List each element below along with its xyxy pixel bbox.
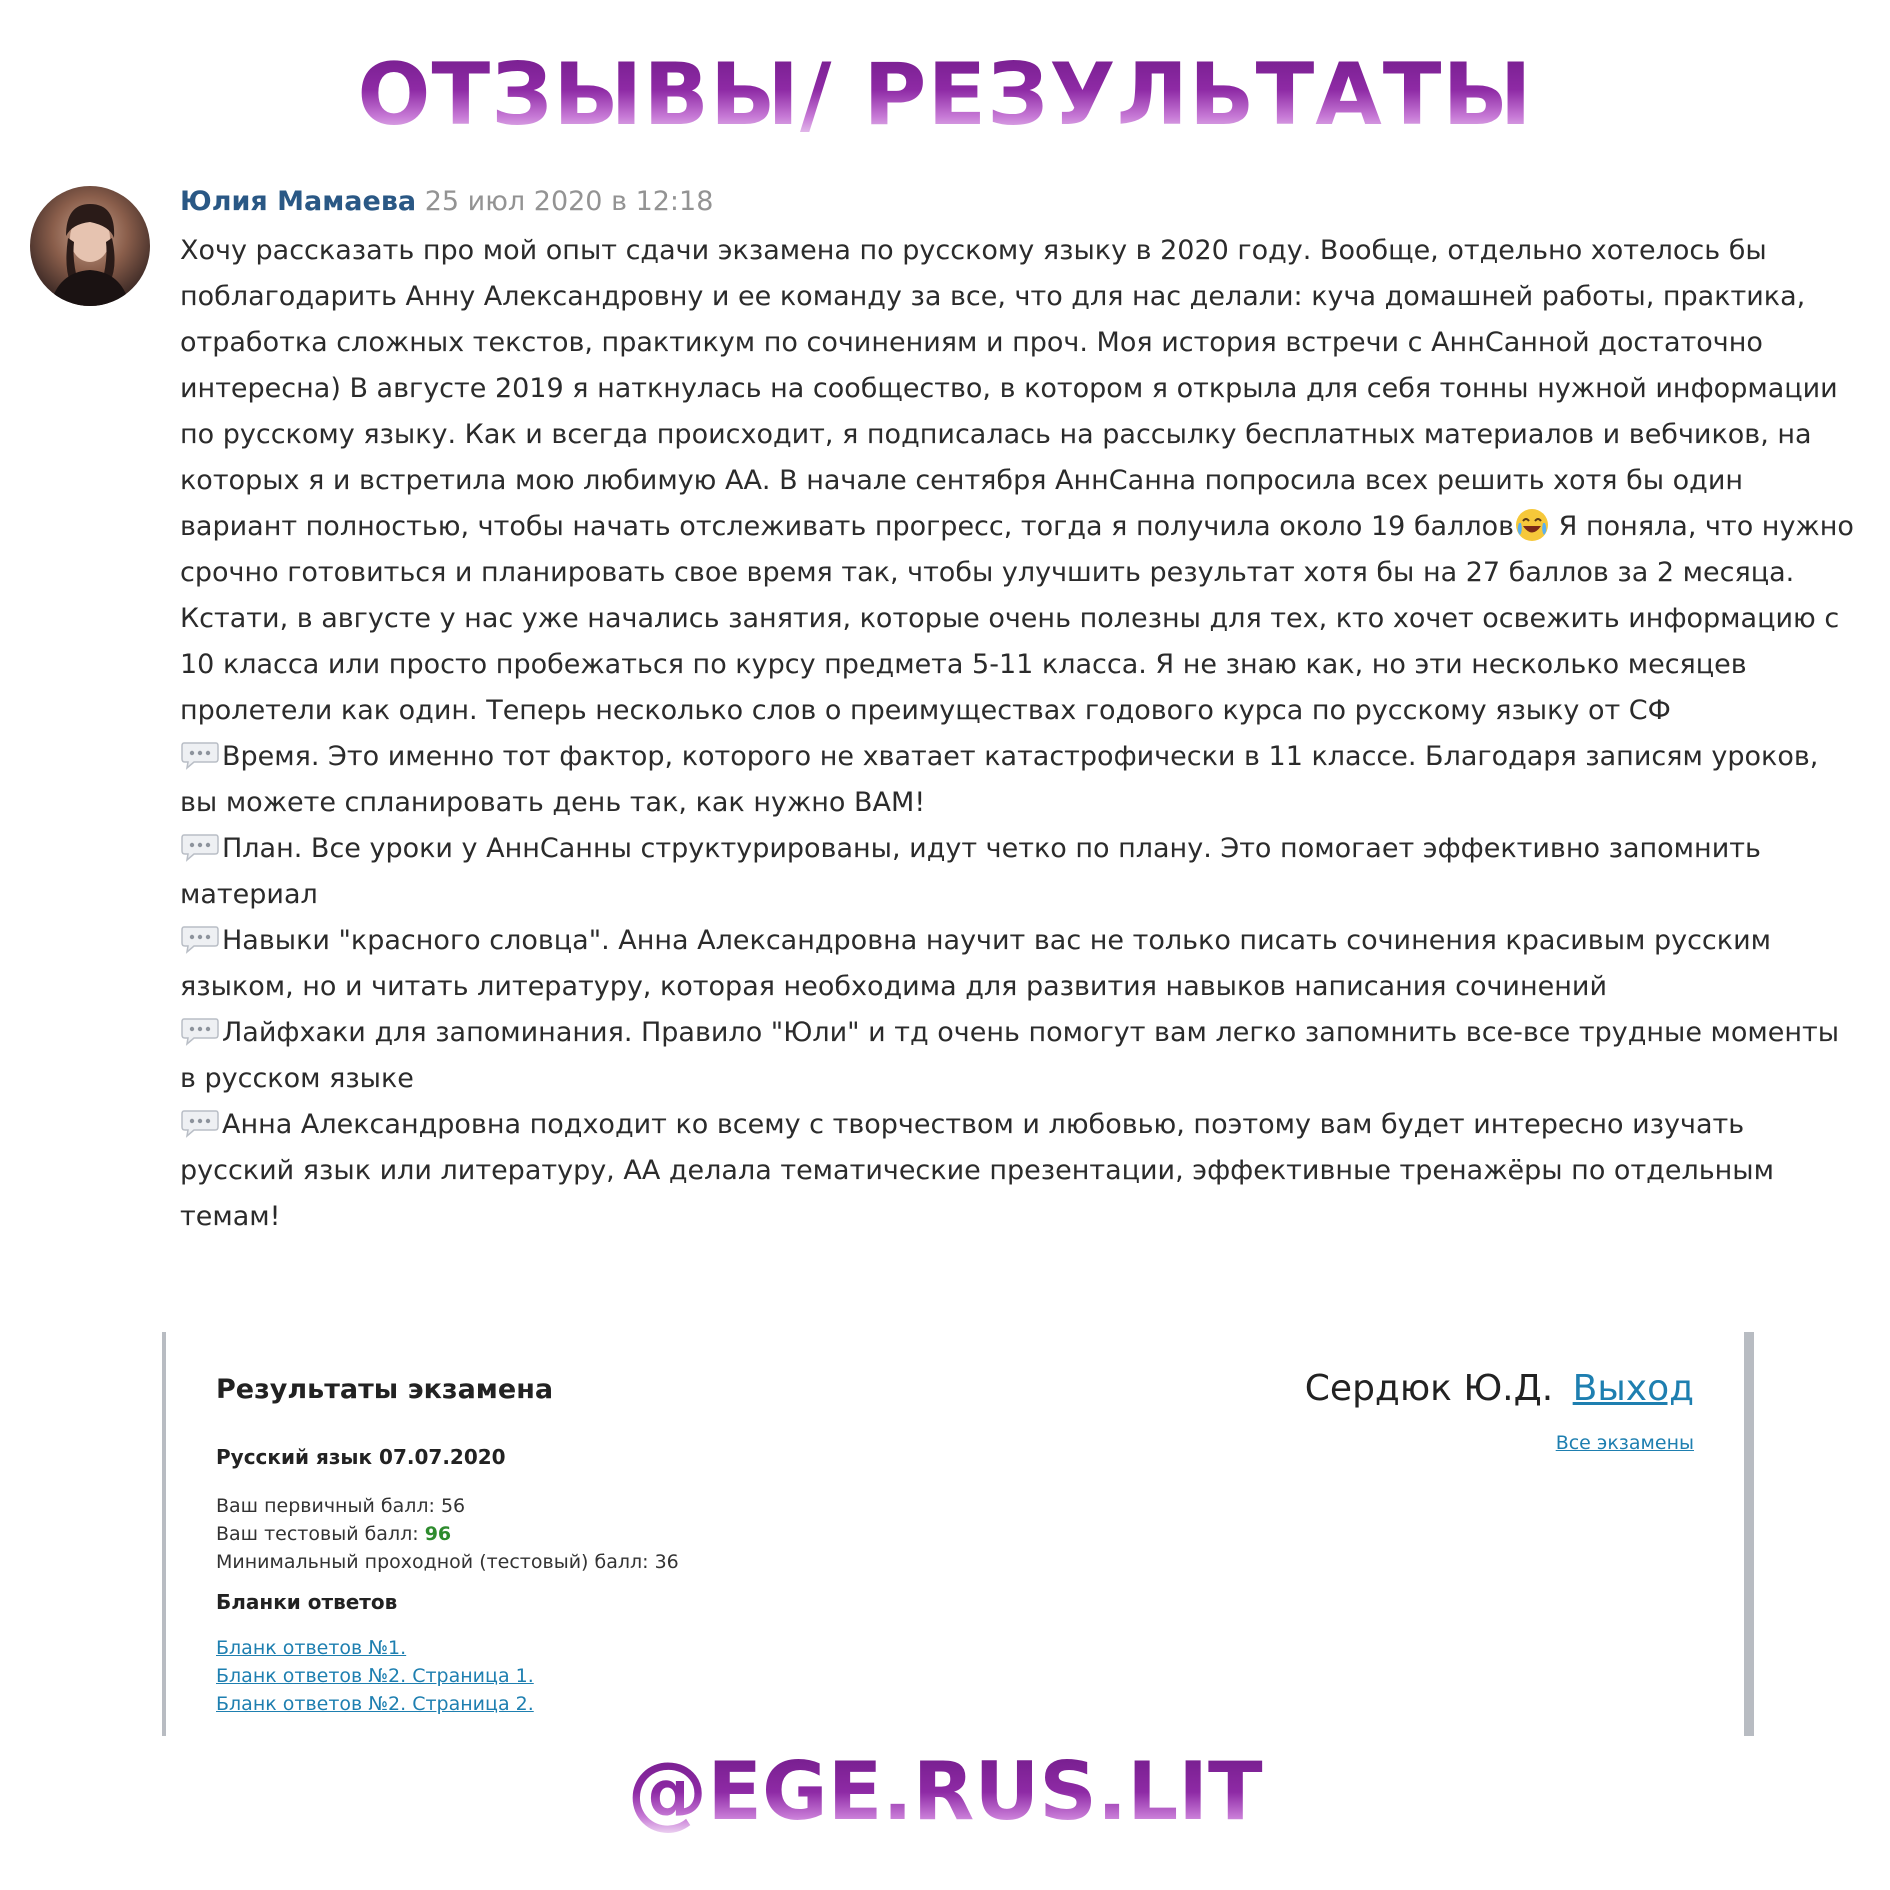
- review-point: [180, 1102, 1860, 1240]
- user-name: Сердюк Ю.Д.: [1304, 1368, 1554, 1409]
- review-intro-cont: Я поняла, что нужно срочно готовиться и планировать свое время так, чтобы улучшить результат хотя бы на 27 баллов за 2 месяца. Кстати, в августе у нас уже начались занятия, которые очень полезны для тех, кто хочет освежить информацию с 10 класса или просто пробежаться по курсу предмета 5-11 класса. Я не знаю как, но эти несколько месяцев пролетели как один. Теперь несколько слов о преимуществах годового курса по русскому языку от СФ: [180, 511, 1854, 726]
- scores-list: [216, 1492, 679, 1576]
- review-intro-text: Хочу рассказать про мой опыт сдачи экзамена по русскому языку в 2020 году. Вообще, отдельно хотелось бы поблагодарить Анну Александровну и ее команду за все, что для нас делали: куча домашней работы, практика, отработка сложных текстов, практикум по сочинениям и проч. Моя история встречи с АннСанной достаточно интересна) В августе 2019 я наткнулась на сообщество, в котором я открыла для себя тонны нужной информации по русскому языку. Как и всегда происходит, я подписалась на рассылку бесплатных материалов и вебчиков, на которых я и встретила мою любимую АА. В начале сентября АннСанна попросила всех решить хотя бы один вариант полностью, чтобы начать отслеживать прогресс, тогда я получила около 19 баллов: [180, 235, 1838, 542]
- review-point-text: План. Все уроки у АннСанны структурированы, идут четко по плану. Это помогает эффективно запомнить материал: [180, 833, 1761, 910]
- test-score-row: [216, 1520, 679, 1548]
- user-block: [1305, 1368, 1694, 1409]
- author-name[interactable]: Юлия Мамаева: [180, 186, 417, 217]
- post-date[interactable]: 25 июл 2020 в 12:18: [424, 186, 714, 217]
- blank-link-1[interactable]: Бланк ответов №1.: [216, 1637, 407, 1659]
- review-point: [180, 826, 1860, 918]
- review-intro: [180, 228, 1860, 734]
- avatar[interactable]: [30, 186, 150, 306]
- blanks-title: Бланки ответов: [216, 1590, 398, 1614]
- laughing-emoji-icon: [1514, 507, 1550, 543]
- review-point-text: Анна Александровна подходит ко всему с творчеством и любовью, поэтому вам будет интересно изучать русский язык или литературу, АА делала тематические презентации, эффективные тренажёры по отдельным темам!: [180, 1109, 1774, 1232]
- test-score-value: 96: [424, 1523, 452, 1545]
- review-point: [180, 734, 1860, 826]
- results-title: Результаты экзамена: [216, 1374, 554, 1405]
- primary-score-row: [216, 1492, 679, 1520]
- all-exams-link[interactable]: Все экзамены: [1555, 1432, 1694, 1454]
- min-score-label: Минимальный проходной (тестовый) балл:: [216, 1551, 655, 1573]
- blank-link-2-page-2[interactable]: Бланк ответов №2. Страница 2.: [216, 1693, 534, 1715]
- min-score-row: [216, 1548, 679, 1576]
- min-score-value: 36: [654, 1551, 679, 1573]
- exam-results-panel: [162, 1332, 1754, 1736]
- logout-link[interactable]: Выход: [1572, 1368, 1694, 1409]
- primary-score-label: Ваш первичный балл:: [216, 1495, 441, 1517]
- speech-bubble-icon: [180, 831, 220, 863]
- review-point-text: Лайфхаки для запоминания. Правило "Юли" и тд очень помогут вам легко запомнить все-все трудные моменты в русском языке: [180, 1017, 1840, 1094]
- review-point-text: Время. Это именно тот фактор, которого не хватает катастрофически в 11 классе. Благодаря записям уроков, вы можете спланировать день так, как нужно ВАМ!: [180, 741, 1819, 818]
- blank-link-2-page-1[interactable]: Бланк ответов №2. Страница 1.: [216, 1665, 534, 1687]
- primary-score-value: 56: [440, 1495, 466, 1517]
- review-text: [180, 228, 1860, 1240]
- test-score-label: Ваш тестовый балл:: [216, 1523, 425, 1545]
- review-point: [180, 1010, 1860, 1102]
- blank-links: [216, 1634, 534, 1718]
- review-point: [180, 918, 1860, 1010]
- speech-bubble-icon: [180, 1015, 220, 1047]
- exam-title: Русский язык 07.07.2020: [216, 1445, 506, 1469]
- instagram-handle: @EGE.RUS.LIT: [0, 1742, 1890, 1842]
- review-point-text: Навыки "красного словца". Анна Александровна научит вас не только писать сочинения красивым русским языком, но и читать литературу, которая необходима для развития навыков написания сочинений: [180, 925, 1771, 1002]
- speech-bubble-icon: [180, 1107, 220, 1139]
- banner-title: ОТЗЫВЫ/ РЕЗУЛЬТАТЫ: [0, 40, 1890, 150]
- speech-bubble-icon: [180, 739, 220, 771]
- speech-bubble-icon: [180, 923, 220, 955]
